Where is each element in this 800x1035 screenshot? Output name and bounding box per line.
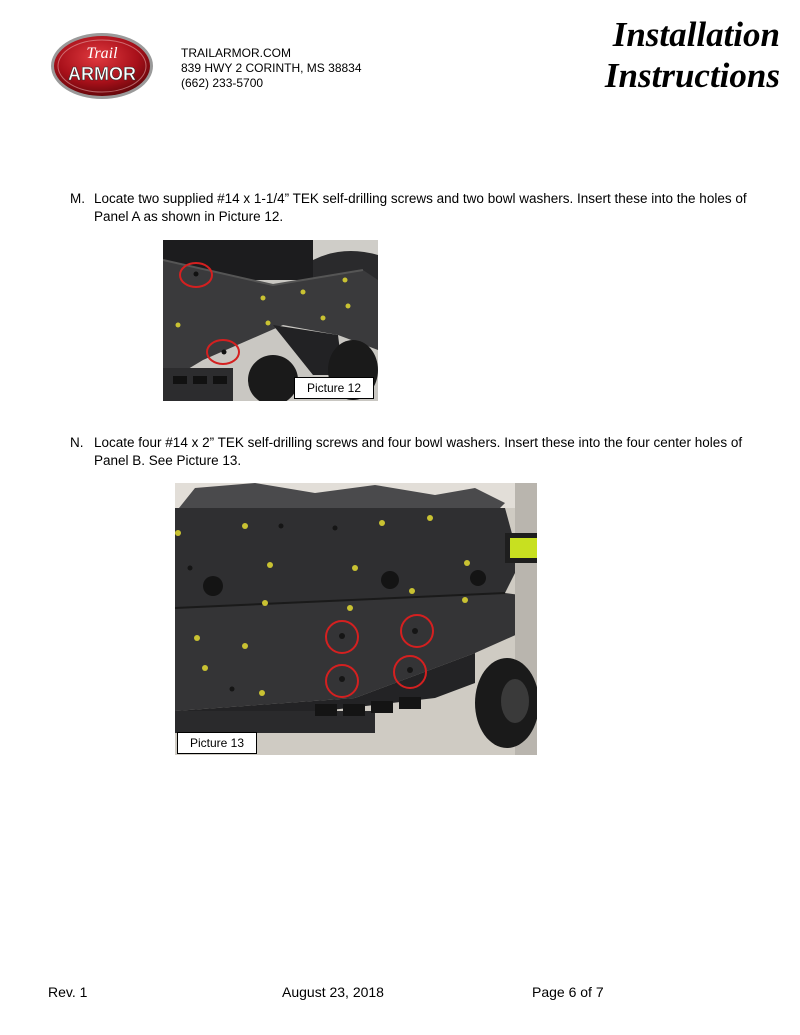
picture-12-caption: Picture 12 <box>294 377 374 399</box>
picture-12-photo <box>163 240 378 401</box>
title-line-1: Installation <box>612 15 780 54</box>
step-text: Locate four #14 x 2” TEK self-drilling screws and four bowl washers. Insert these into the four center holes of Panel B. See Picture 13. <box>94 435 743 468</box>
step-letter: N. <box>70 435 84 450</box>
picture-13-photo <box>175 483 537 755</box>
instruction-step-n <box>70 434 750 470</box>
step-text: Locate two supplied #14 x 1-1/4” TEK self-drilling screws and two bowl washers. Insert these into the holes of Panel A as shown in Picture 12. <box>94 191 747 224</box>
picture-13-caption: Picture 13 <box>177 732 257 754</box>
trail-armor-logo <box>50 31 155 101</box>
title-line-2: Instructions <box>604 56 780 95</box>
document-title <box>605 14 780 96</box>
company-website: TRAILARMOR.COM <box>181 46 292 60</box>
step-letter: M. <box>70 191 85 206</box>
footer-date: August 23, 2018 <box>282 984 384 1000</box>
logo-word-armor: ARMOR <box>68 64 136 84</box>
company-address: 839 HWY 2 CORINTH, MS 38834 <box>181 61 362 75</box>
company-phone: (662) 233-5700 <box>181 76 264 90</box>
logo-word-trail: Trail <box>86 45 118 62</box>
footer-revision: Rev. 1 <box>48 984 88 1000</box>
instruction-step-m <box>70 190 750 226</box>
footer-page-number: Page 6 of 7 <box>532 984 604 1000</box>
company-info <box>181 46 362 91</box>
